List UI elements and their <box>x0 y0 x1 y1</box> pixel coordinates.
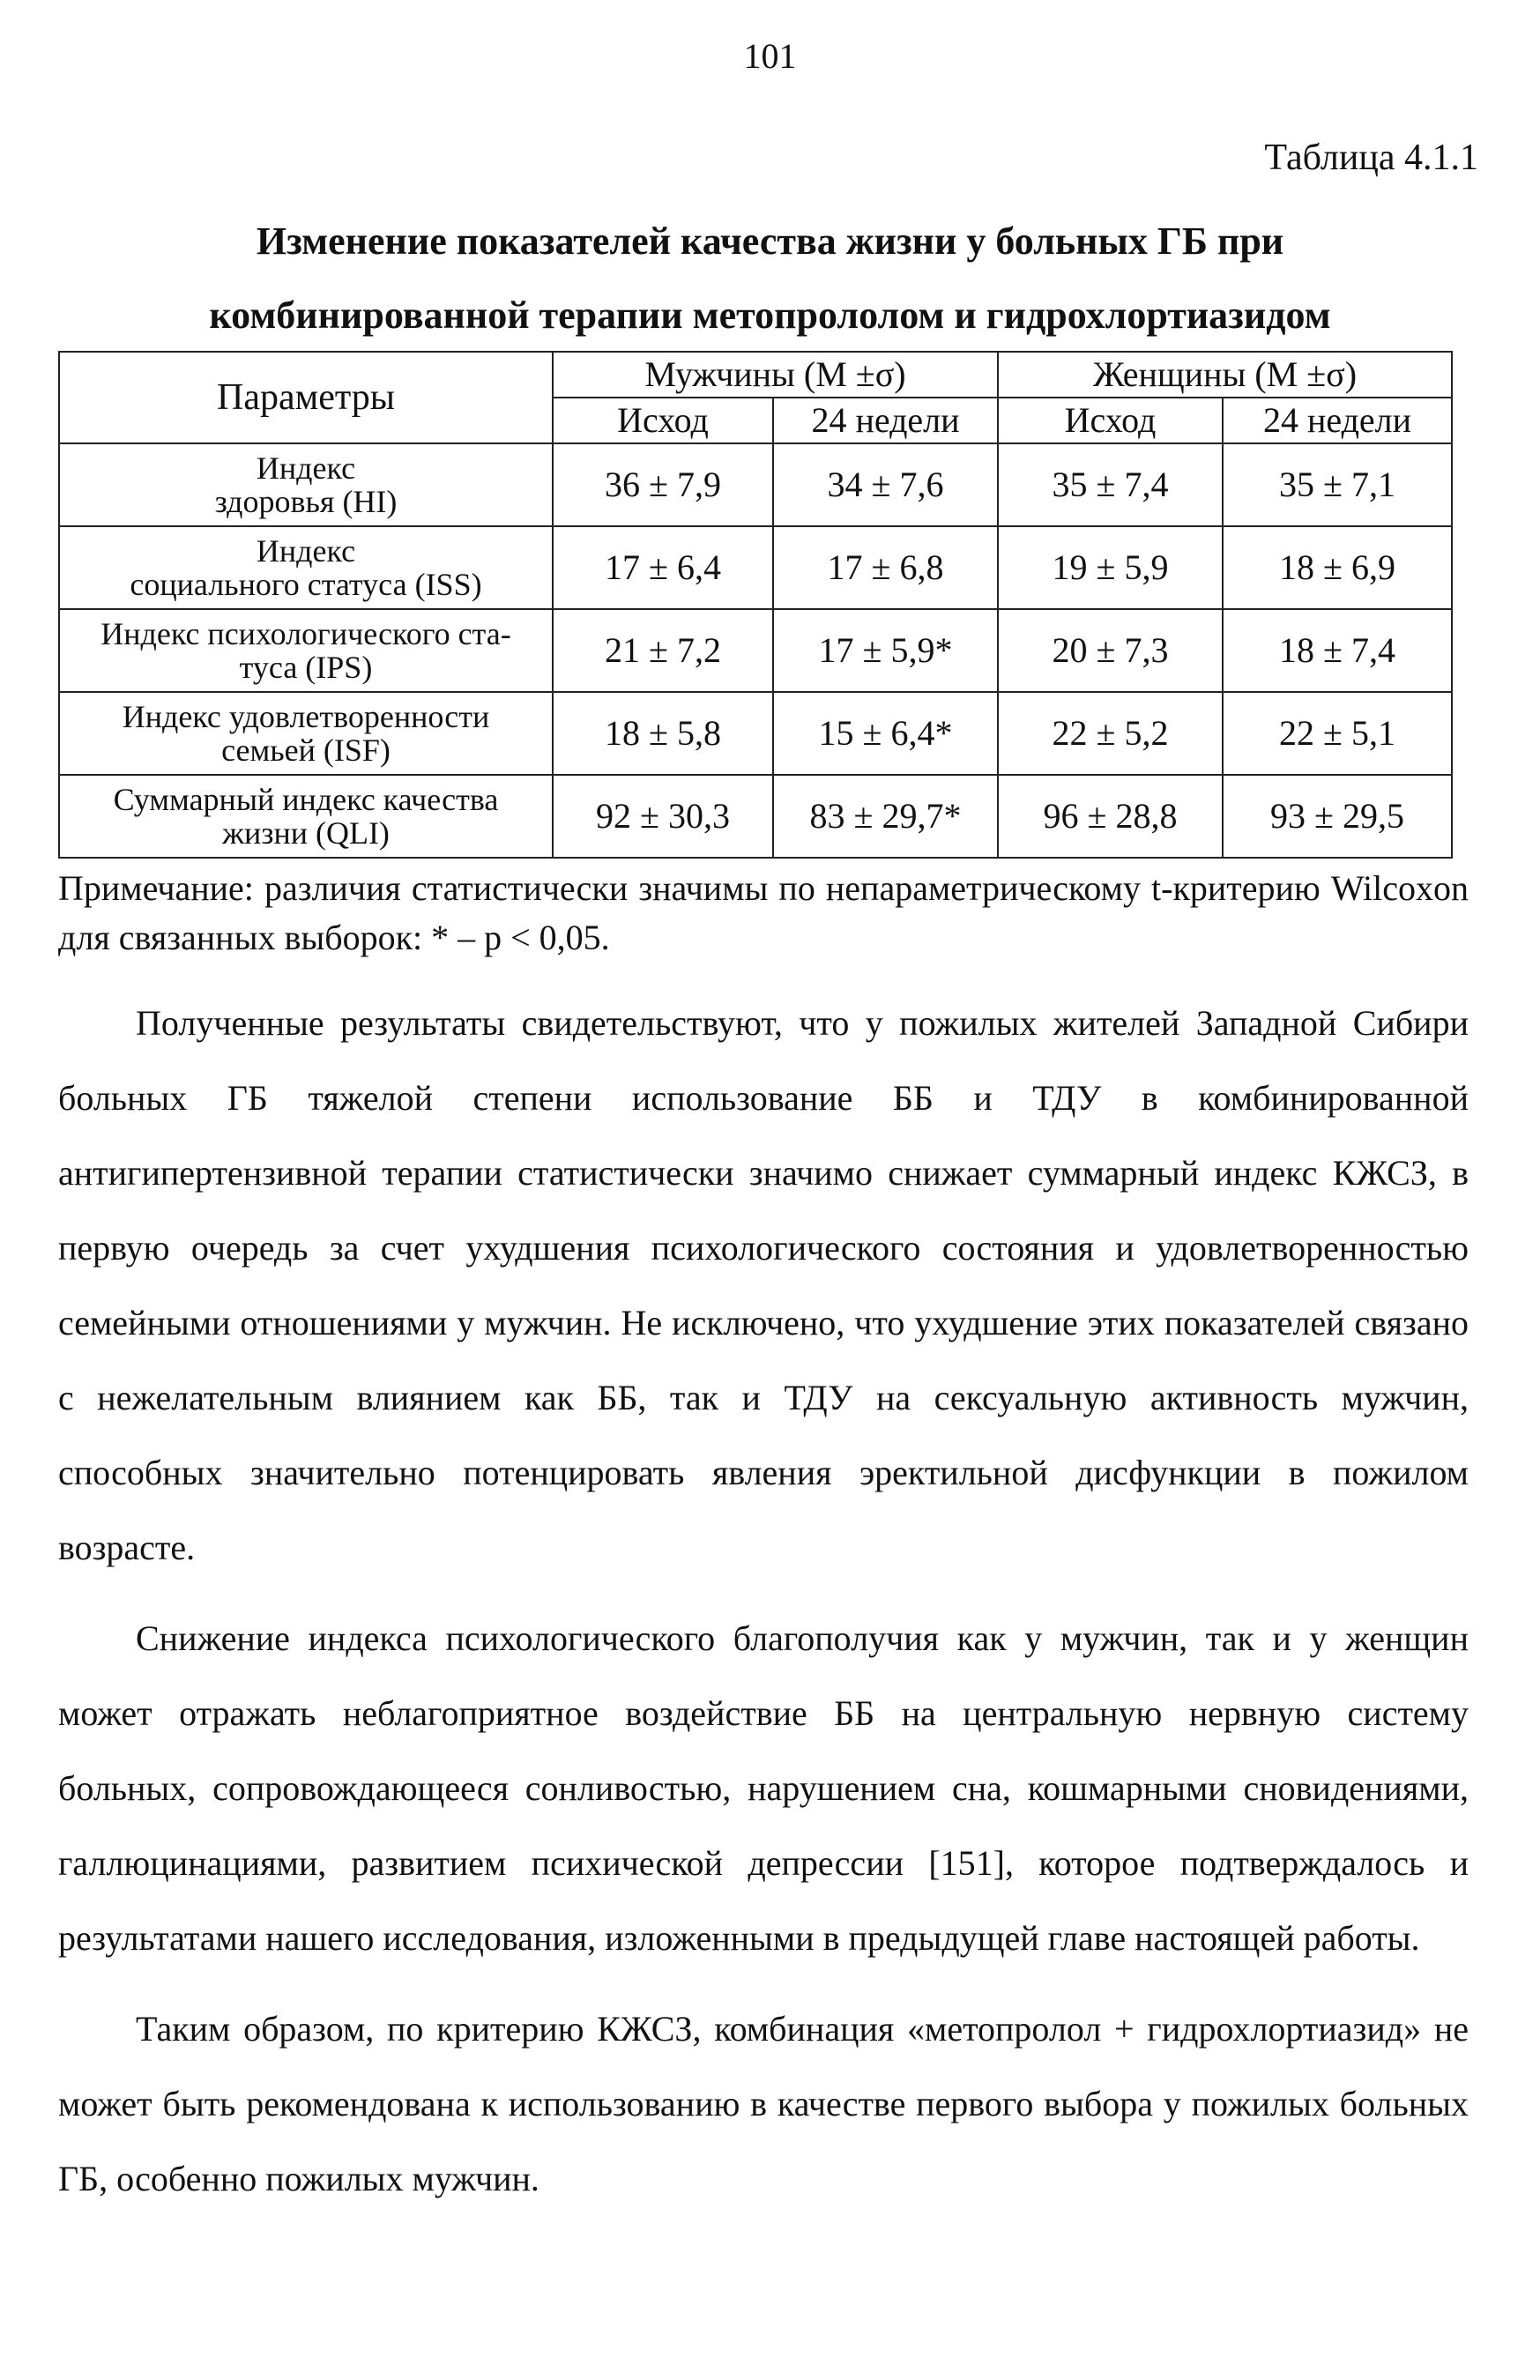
value-cell: 22 ± 5,1 <box>1223 692 1452 775</box>
param-line-2: туса (IPS) <box>239 650 373 685</box>
param-line-1: Индекс <box>256 450 356 486</box>
sub-header-women-baseline: Исход <box>998 398 1223 443</box>
value-cell: 18 ± 7,4 <box>1223 609 1452 692</box>
value-cell: 18 ± 5,8 <box>553 692 773 775</box>
value-cell: 96 ± 28,8 <box>998 775 1223 858</box>
value-cell: 19 ± 5,9 <box>998 526 1223 609</box>
value-cell: 34 ± 7,6 <box>773 443 998 526</box>
param-line-1: Суммарный индекс качества <box>113 782 499 817</box>
body-text <box>58 985 1469 2232</box>
sub-header-men-24w: 24 недели <box>773 398 998 443</box>
sub-header-men-baseline: Исход <box>553 398 773 443</box>
value-cell: 92 ± 30,3 <box>553 775 773 858</box>
param-cell <box>59 609 553 692</box>
table-label: Таблица 4.1.1 <box>1264 138 1478 178</box>
param-line-2: социального статуса (ISS) <box>130 567 482 602</box>
table-row <box>59 526 1452 609</box>
value-cell: 17 ± 5,9* <box>773 609 998 692</box>
value-cell: 35 ± 7,1 <box>1223 443 1452 526</box>
param-cell <box>59 443 553 526</box>
value-cell: 17 ± 6,4 <box>553 526 773 609</box>
quality-of-life-table <box>58 351 1453 859</box>
paragraph: Таким образом, по критерию КЖСЗ, комбинация «метопролол + гидрохлортиазид» не может быть рекомендована к использованию в качестве первого выбора у пожилых больных ГБ, особенно пожилых мужчин. <box>58 2009 1469 2198</box>
table-row <box>59 775 1452 858</box>
param-line-1: Индекс психологического ста- <box>100 616 511 651</box>
men-header: Мужчины (M ±σ) <box>553 352 998 398</box>
table-row <box>59 692 1452 775</box>
table-note: Примечание: различия статистически значимы по непараметрическому t-критерию Wilcoxon для связанных выборок: * – p < 0,05. <box>58 868 1469 957</box>
param-line-2: здоровья (HI) <box>214 484 398 519</box>
table-title-line-2: комбинированной терапии метопрололом и гидрохлортиазидом <box>209 294 1331 337</box>
value-cell: 83 ± 29,7* <box>773 775 998 858</box>
param-cell <box>59 692 553 775</box>
table-row <box>59 609 1452 692</box>
param-line-2: жизни (QLI) <box>222 815 390 851</box>
page-number: 101 <box>743 36 797 76</box>
value-cell: 93 ± 29,5 <box>1223 775 1452 858</box>
sub-header-women-24w: 24 недели <box>1223 398 1452 443</box>
param-cell <box>59 526 553 609</box>
table-title <box>53 205 1487 353</box>
table-title-line-1: Изменение показателей качества жизни у больных ГБ при <box>256 219 1284 263</box>
value-cell: 15 ± 6,4* <box>773 692 998 775</box>
paragraph: Снижение индекса психологического благополучия как у мужчин, так и у женщин может отражать неблагоприятное воздействие ББ на центральную нервную систему больных, сопровождающееся сонливостью, нарушением сна, кошмарными сновидениями, галлюцинациями, развитием психической депрессии [151], которое подтверждалось и результатами нашего исследования, изложенными в предыдущей главе настоящей работы. <box>58 1618 1469 1958</box>
value-cell: 20 ± 7,3 <box>998 609 1223 692</box>
param-line-1: Индекс <box>256 533 356 569</box>
value-cell: 35 ± 7,4 <box>998 443 1223 526</box>
value-cell: 36 ± 7,9 <box>553 443 773 526</box>
value-cell: 21 ± 7,2 <box>553 609 773 692</box>
value-cell: 18 ± 6,9 <box>1223 526 1452 609</box>
table-row <box>59 443 1452 526</box>
param-line-2: семьей (ISF) <box>221 733 391 768</box>
women-header: Женщины (M ±σ) <box>998 352 1452 398</box>
param-cell <box>59 775 553 858</box>
param-line-1: Индекс удовлетворенности <box>122 699 490 734</box>
table-header-row <box>59 352 1452 398</box>
value-cell: 22 ± 5,2 <box>998 692 1223 775</box>
paragraph: Полученные результаты свидетельствуют, что у пожилых жителей Западной Сибири больных ГБ тяжелой степени использование ББ и ТДУ в комбинированной антигипертензивной терапии статистически значимо снижает суммарный индекс КЖСЗ, в первую очередь за счет ухудшения психологического состояния и удовлетворенностью семейными отношениями у мужчин. Не исключено, что ухудшение этих показателей связано с нежелательным влиянием как ББ, так и ТДУ на сексуальную активность мужчин, способных значительно потенцировать явления эректильной дисфункции в пожилом возрасте. <box>58 1003 1469 1567</box>
param-header: Параметры <box>59 352 553 443</box>
value-cell: 17 ± 6,8 <box>773 526 998 609</box>
